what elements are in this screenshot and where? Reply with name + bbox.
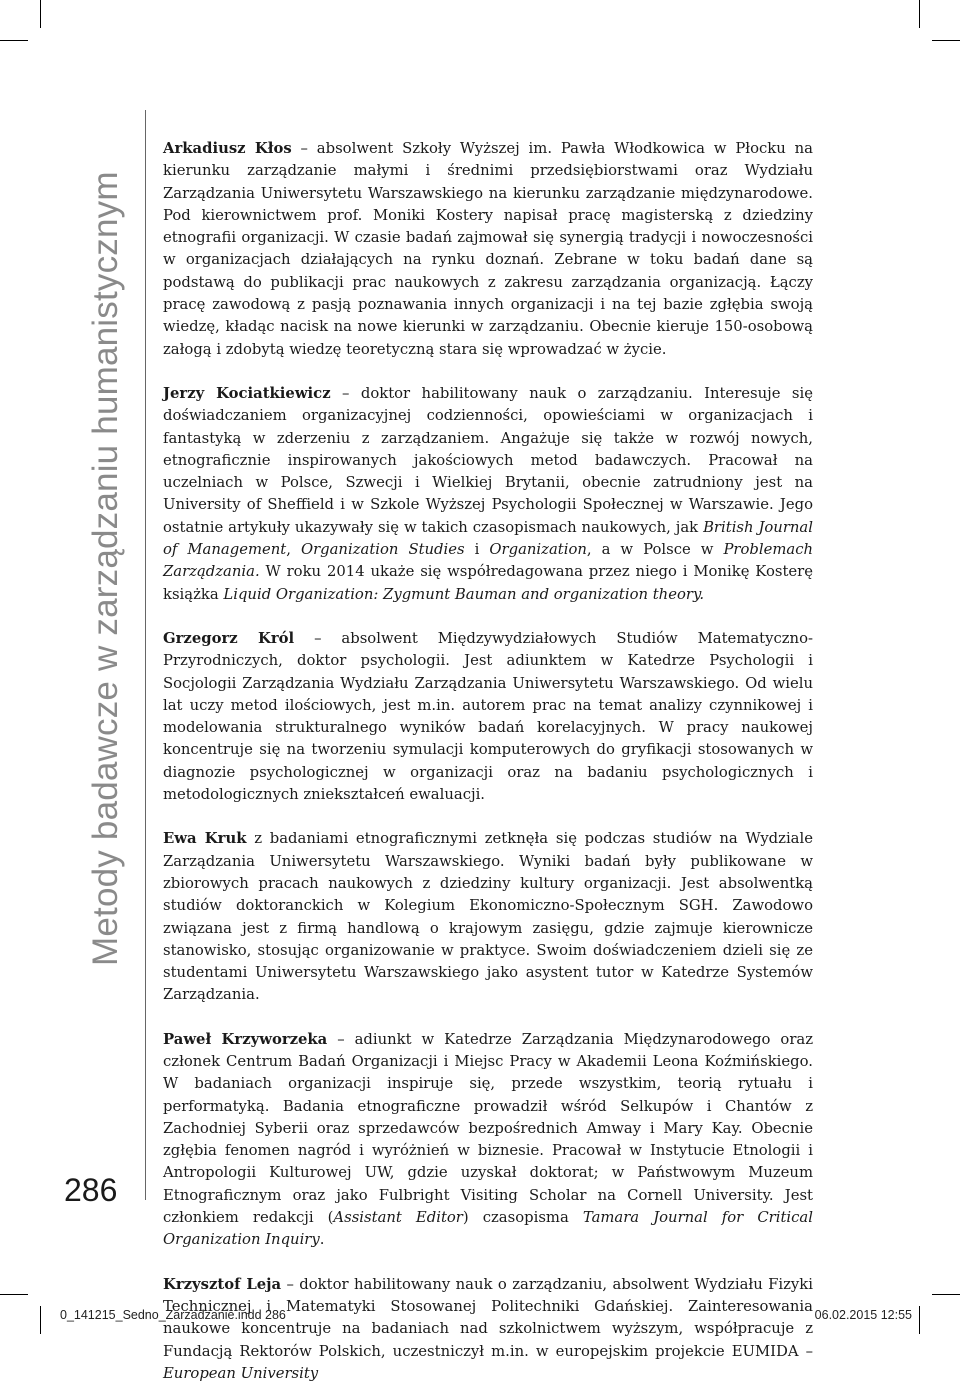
bio-text: – absolwent Międzywydziałowych Studiów Matematyczno-Przyrodniczych, doktor psychologii. Jest adiunktem w Katedrze Psychologii i Socjologii Zarządzania Wydziału Zarządzania Uniwersytetu Warszawskiego. Od wielu lat uczy metod ilościowych, jest m.in. autorem prac na temat analizy czynnikowej i modelowania strukturalnego wyników badań korelacyjnych. W pracy naukowej koncentruje się na tworzeniu symulacji komputerowych do gryfikacji stosowanych w diagnozie psychologicznej w organizacji oraz na badaniu psychologicznych i metodologicznych zniekształceń ewaluacji. — [163, 629, 813, 804]
bio-text: – doktor habilitowany nauk o zarządzaniu, absolwent Wydziału Fizyki Technicznej i Matematyki Stosowanej Politechniki Gdańskiej. Zainteresowania naukowe koncentruje na badaniach nad szkolnictwem wyższym, współpracuje z Fundacją Rektorów Polskich, uczestniczył m.in. w europejskim projekcie EUMIDA – — [163, 1275, 813, 1360]
bio-text: – absolwent Szkoły Wyższej im. Pawła Włodkowica w Płocku na kierunku zarządzanie małymi i średnimi przedsiębiorstwami oraz Wydziału Zarządzania Uniwersytetu Warszawskiego na kierunku zarządzanie międzynarodowe. Pod kierownictwem prof. Moniki Kostery napisał pracę magisterską z dziedziny etnografii organizacji. W czasie badań zajmował się synergią tradycji i nowoczesności w organizacjach działających na rynku doznań. Zebrane w toku badań dane są podstawą do publikacji prac naukowych z zakresu zarządzania organizacją. Łączy pracę zawodową z pasją poznawania innych organizacji i na tej bazie zgłębia swoją wiedzę, kładąc nacisk na nowe kierunki w zarządzaniu. Obecnie kieruje 150-osobową załogą i zdobytą wiedzę teoretyczną stara się wprowadzać w życie. — [163, 140, 813, 358]
bio-text: , — [286, 541, 301, 559]
author-name: Arkadiusz Kłos — [163, 140, 292, 157]
author-name: Jerzy Kociatkiewicz — [163, 384, 331, 402]
bio-paragraph — [163, 628, 813, 806]
crop-mark — [40, 1306, 41, 1334]
contributors-list — [163, 138, 813, 1385]
bio-text: , a w Polsce w — [586, 541, 724, 559]
author-name: Ewa Kruk — [163, 830, 247, 848]
author-name: Grzegorz Król — [163, 629, 295, 647]
bio-paragraph — [163, 383, 813, 606]
italic-title: Liquid Organization: Zygmunt Bauman and organization theory. — [223, 585, 705, 603]
author-name: Krzysztof Leja — [163, 1275, 282, 1293]
italic-title: Organization Studies — [300, 541, 465, 559]
crop-mark — [0, 1294, 28, 1295]
bio-text: ) czasopisma — [462, 1209, 583, 1227]
crop-mark — [0, 40, 28, 41]
page-number: 286 — [64, 1172, 118, 1208]
crop-mark — [40, 0, 41, 28]
bio-text: . — [319, 1231, 325, 1249]
italic-title: European University — [163, 1364, 319, 1382]
bio-text: – adiunkt w Katedrze Zarządzania Międzynarodowego oraz członek Centrum Badań Organizacji i Miejsc Pracy w Akademii Leona Koźmińskiego. W badaniach organizacji inspiruje się, przede wszystkim, teorią rytuału i performatyką. Badania etnograficzne prowadził wśród Selkupów i Chantów z Zachodniej Syberii oraz sprzedawców bezpośrednich Amway i Mary Kay. Obecnie zgłębia fenomen nagród i wyróżnień w biznesie. Pracował w Instytucie Etnologii i Antropologii Kulturowej UW, gdzie uzyskał doktorat; w Państwowym Muzeum Etnograficznym oraz jako Fulbright Visiting Scholar na Cornell University. Jest członkiem redakcji ( — [163, 1030, 814, 1227]
italic-title: Tamara Journal for Critical Organization Inquiry — [163, 1209, 813, 1249]
italic-title: Organization — [489, 541, 587, 559]
crop-mark — [932, 1294, 960, 1295]
vertical-divider — [145, 110, 146, 1200]
crop-mark — [919, 0, 920, 28]
author-name: Paweł Krzyworzeka — [163, 1030, 328, 1048]
crop-mark — [932, 40, 960, 41]
bio-paragraph — [163, 1029, 813, 1252]
bio-text: – doktor habilitowany nauk o zarządzaniu. Interesuje się doświadczaniem organizacyjnej codzienności, opowieściami w organizacjach i fantastyką w zderzeniu z zarządzaniem. Angażuje się także w rozwój nowych, etnograficznie inspirowanych jakościowych metod badawczych. Pracował na uczelniach w Polsce, Szwecji i Wielkiej Brytanii, obecnie zatrudniony jest na University of Sheffield i w Szkole Wyższej Psychologii Społecznej w Warszawie. Jego ostatnie artykuły ukazywały się w takich czasopismach naukowych, jak — [163, 384, 813, 536]
bio-text: z badaniami etnograficznymi zetknęła się podczas studiów na Wydziale Zarządzania Uniwersytetu Warszawskiego. Wyniki badań były publikowane w zbiorowych pracach naukowych z dziedziny kultury organizacji. Jest absolwentką studiów doktoranckich w Kolegium Ekonomiczno-Społecznym SGH. Zawodowo związana jest z firmą handlową o krajowym zasięgu, gdzie zajmuje kierownicze stanowisko, stosując organizowanie w praktyce. Swoim doświadczeniem dzieli się ze studentami Uniwersytetu Warszawskiego jako asystent tutor w Katedrze Systemów Zarządzania. — [163, 830, 813, 1004]
bio-text: W roku 2014 ukaże się współredagowana przez niego i Monikę Kosterę książka — [163, 563, 813, 603]
bio-text: i — [464, 541, 490, 559]
running-title: Metody badawcze w zarządzaniu humanistycznym — [86, 171, 125, 966]
italic-title: British Journal of Management — [163, 518, 813, 559]
italic-title: Assistant Editor — [333, 1209, 463, 1227]
bio-paragraph — [163, 138, 813, 361]
slug-datetime: 06.02.2015 12:55 — [814, 1308, 912, 1322]
bio-paragraph — [163, 828, 813, 1006]
bio-paragraph — [163, 1274, 813, 1385]
crop-mark — [919, 1306, 920, 1334]
slug-file: 0_141215_Sedno_Zarzadzanie.indd 286 — [60, 1308, 286, 1322]
italic-title: Problemach Zarządzania. — [163, 541, 814, 581]
